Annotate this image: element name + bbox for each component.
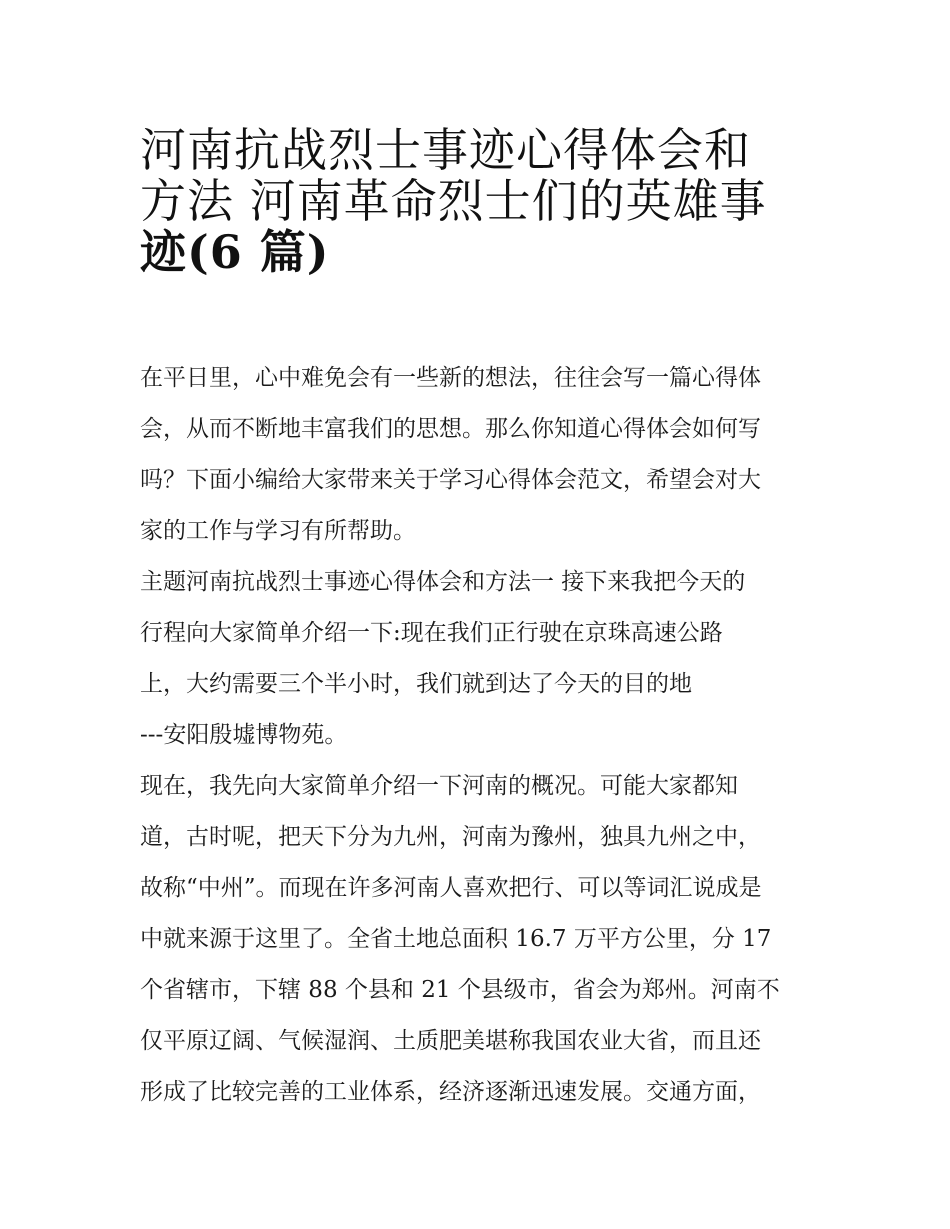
document-title (140, 112, 830, 279)
text-line: 上，大约需要三个半小时，我们就到达了今天的目的地 (140, 671, 692, 697)
text-line: 中就来源于这里了。全省土地总面积 16.7 万平方公里，分 17 (140, 926, 772, 952)
text-line: 道，古时呢，把天下分为九州，河南为豫州，独具九州之中， (140, 824, 761, 850)
text-line: 仅平原辽阔、气候湿润、土质肥美堪称我国农业大省，而且还 (140, 1028, 761, 1054)
text-line: ---安阳殷墟博物苑。 (140, 722, 348, 748)
text-line: 行程向大家简单介绍一下:现在我们正行驶在京珠高速公路 (140, 620, 723, 646)
paragraph-intro (140, 353, 820, 557)
text-line: 形成了比较完善的工业体系，经济逐渐迅速发展。交通方面， (140, 1079, 761, 1105)
text-line: 现在，我先向大家简单介绍一下河南的概况。可能大家都知 (140, 773, 738, 799)
text-line: 吗？下面小编给大家带来关于学习心得体会范文，希望会对大 (140, 467, 761, 493)
title-line: 迹(6 篇) (140, 225, 330, 279)
paragraph-overview (140, 761, 820, 1118)
document-body (140, 353, 820, 1118)
paragraph-topic (140, 557, 820, 761)
text-line: 在平日里，心中难免会有一些新的想法，往往会写一篇心得体 (140, 365, 761, 391)
text-line: 家的工作与学习有所帮助。 (140, 518, 416, 544)
title-line: 河南抗战烈士事迹心得体会和 (140, 123, 751, 177)
text-line: 个省辖市，下辖 88 个县和 21 个县级市，省会为郑州。河南不 (140, 977, 780, 1003)
title-line: 方法 河南革命烈士们的英雄事 (140, 174, 767, 228)
text-line: 会，从而不断地丰富我们的思想。那么你知道心得体会如何写 (140, 416, 761, 442)
text-line: 故称“中州”。而现在许多河南人喜欢把行、可以等词汇说成是 (140, 875, 762, 901)
text-line: 主题河南抗战烈士事迹心得体会和方法一 接下来我把今天的 (140, 569, 746, 595)
